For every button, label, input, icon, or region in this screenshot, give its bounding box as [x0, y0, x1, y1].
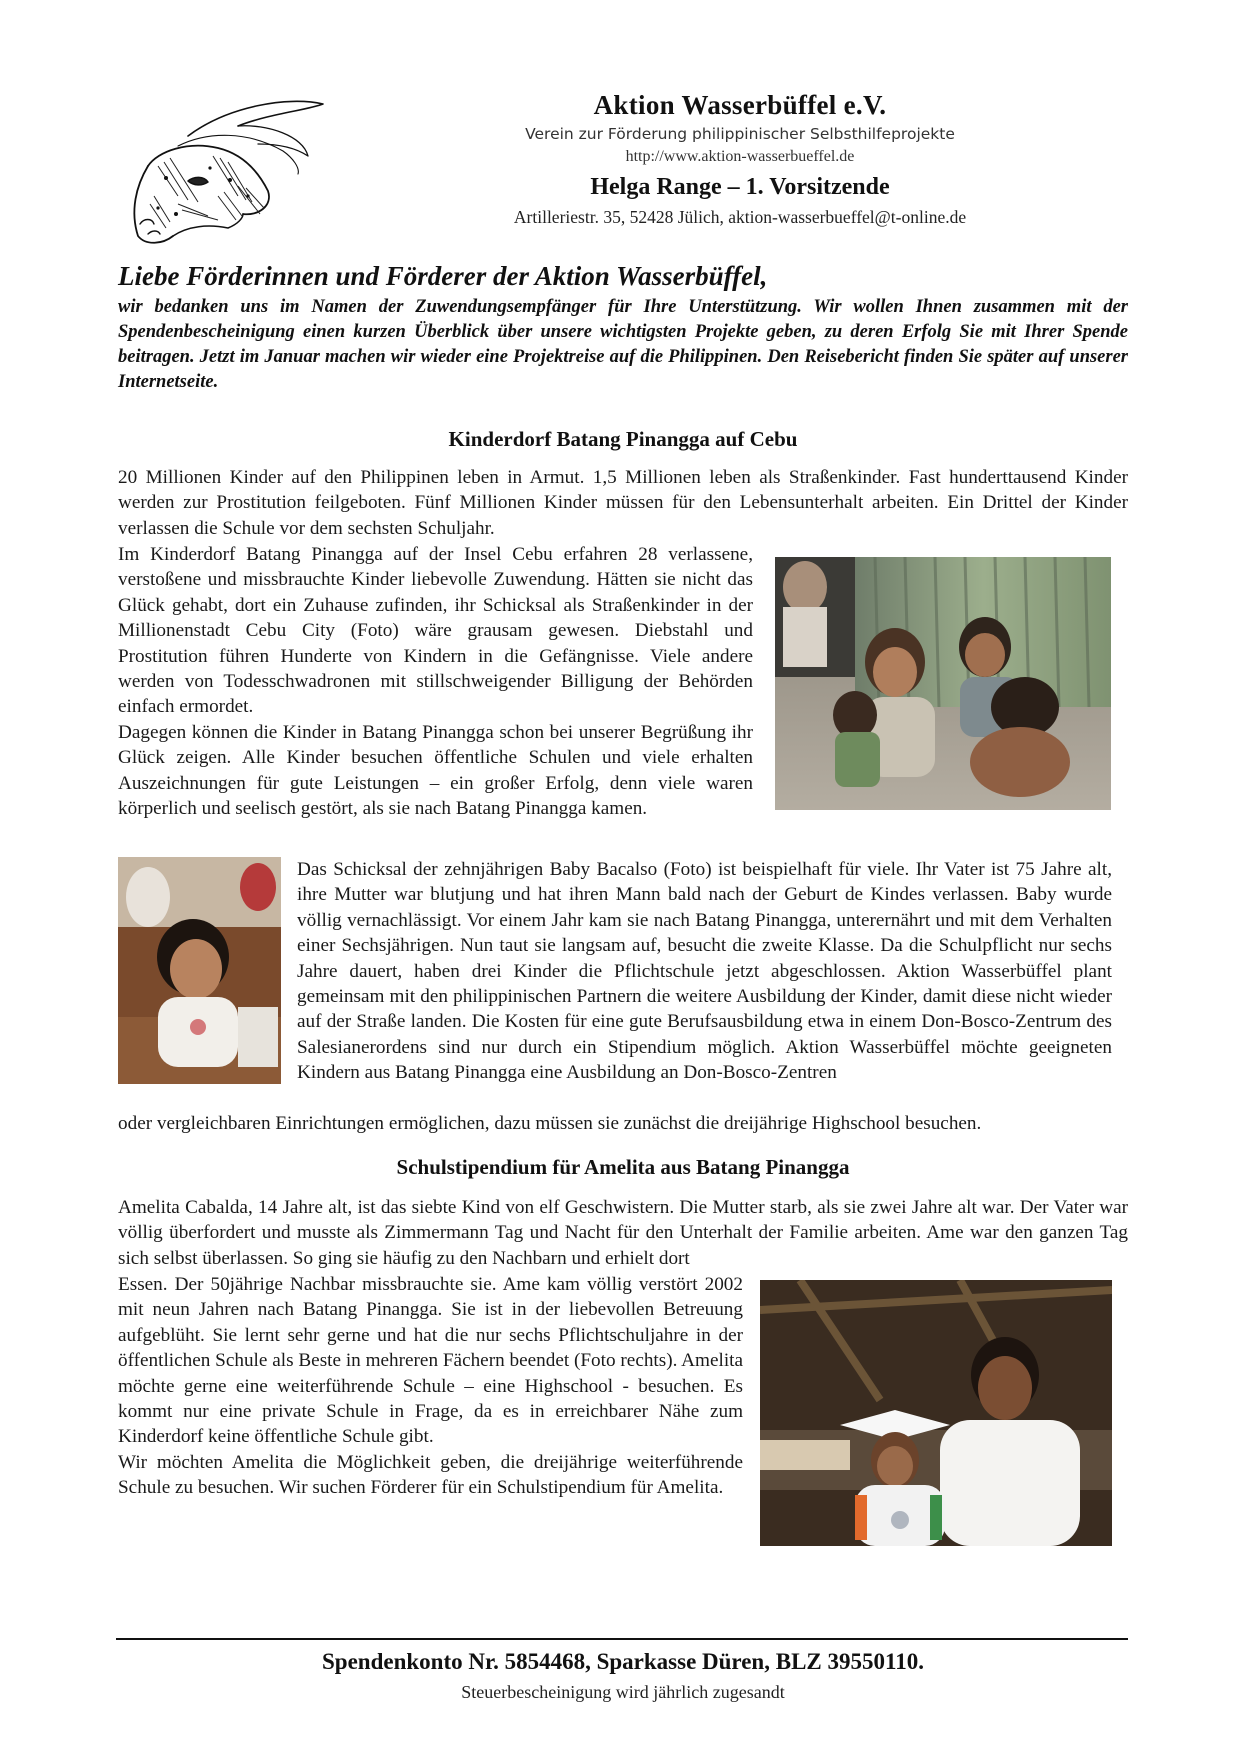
greeting-intro: wir bedanken uns im Namen der Zuwendungsempfänger für Ihre Unterstützung. Wir wollen Ihnen zusammen mit der Spendenbescheinigung einen kurzen Überblick über unsere wichtigsten Projekte geben, zu deren Erfolg Sie mit Ihrer Spende beitragen. Jetzt im Januar machen wir wieder eine Projektreise auf die Philippinen. Den Reisebericht finden Sie später auf unserer Internetseite. [118, 297, 1128, 392]
water-buffalo-logo [118, 96, 358, 256]
section-heading-stipendium: Schulstipendium für Amelita aus Batang Pinangga [396, 1155, 850, 1179]
tax-note: Steuerbescheinigung wird jährlich zugesandt [461, 1682, 785, 1702]
section1-paragraph-2: Im Kinderdorf Batang Pinangga auf der Insel Cebu erfahren 28 verlassene, verstoßene und missbrauchte Kinder liebevolle Zuwendung. Hätten sie nicht das Glück gehabt, dort ein Zuhause zufinden, ihr Schicksal als Straßenkinder in der Millionenstadt Cebu City (Foto) wäre grausam gewesen. Diebstahl und Prostitution führen Hunderte von Kindern in die Gefängnisse. Viele andere werden von Todesschwadronen mit stillschweigender Billigung der Behörden einfach ermordet. [118, 544, 753, 718]
organization-address: Artilleriestr. 35, 52428 Jülich, aktion-wasserbueffel@t-online.de [513, 207, 967, 227]
chairperson: Helga Range – 1. Vorsitzende [590, 174, 890, 200]
section1-paragraph-4: Das Schicksal der zehnjährigen Baby Bacalso (Foto) ist beispielhaft für viele. Ihr Vater ist 75 Jahre alt, ihre Mutter war blutjung und hat ihren Mann bald nach der Geburt de Kindes verlassen. Baby wurde völlig vernachlässigt. Vor einem Jahr kam sie nach Batang Pinangga, unterernährt und mit dem Verhalten einer Sechsjährigen. Nun taut sie langsam auf, besucht die zweite Klasse. Da die Schulpflicht nur sechs Jahre dauert, haben drei Kinder die Pflichtschule jetzt abgeschlossen. Aktion Wasserbüffel plant gemeinsam mit den philippinischen Partnern die weitere Ausbildung der Kinder, damit diese nicht wieder auf der Straße landen. Die Kosten für eine gute Berufsausbildung etwa in einem Don-Bosco-Zentrum des Salesianerordens sind nur durch ein Stipendium möglich. Aktion Wasserbüffel möchte geeigneten Kindern aus Batang Pinangga eine Ausbildung an Don-Bosco-Zentren [297, 859, 1112, 1084]
section2-paragraph-1: Amelita Cabalda, 14 Jahre alt, ist das siebte Kind von elf Geschwistern. Die Mutter starb, als sie zwei Jahre alt war. Der Vater war völlig überfordert und musste als Zimmermann Tag und Nacht für den Unterhalt der Familie arbeiten. Ame war den ganzen Tag sich selbst überlassen. So ging sie häufig zu den Nachbarn und erhielt dort [118, 1197, 1128, 1269]
organization-subtitle: Verein zur Förderung philippinischer Selbsthilfeprojekte [525, 125, 955, 143]
organization-name: Aktion Wasserbüffel e.V. [593, 90, 887, 120]
section2-column-text [118, 1272, 743, 1501]
section-heading-kinderdorf: Kinderdorf Batang Pinangga auf Cebu [448, 427, 798, 451]
letterhead [470, 88, 1010, 228]
footer-divider [116, 1638, 1128, 1640]
street-children-photo [775, 557, 1111, 810]
section2-paragraph-3: Wir möchten Amelita die Möglichkeit geben, die dreijährige weiterführende Schule zu besuchen. Wir suchen Förderer für ein Schulstipendium für Amelita. [118, 1451, 743, 1499]
bank-account: Spendenkonto Nr. 5854468, Sparkasse Düren, BLZ 39550110. [322, 1649, 924, 1674]
section1-paragraph-1: 20 Millionen Kinder auf den Philippinen leben in Armut. 1,5 Millionen leben als Straßenkinder. Fast hunderttausend Kinder werden zur Prostitution feilgeboten. Fünf Millionen Kinder müssen für den Lebensunterhalt arbeiten. Ein Drittel der Kinder verlassen die Schule vor dem sechsten Schuljahr. [118, 467, 1128, 539]
baby-bacalso-photo [118, 857, 281, 1084]
section1-paragraph-3: Dagegen können die Kinder in Batang Pinangga schon bei unserer Begrüßung ihr Glück zeigen. Alle Kinder besuchen öffentliche Schulen und viele erhalten Auszeichnungen für gute Leistungen – ein großer Erfolg, denn viele waren körperlich und seelisch gestört, als sie nach Batang Pinangga kamen. [118, 721, 753, 820]
section1-column-text [118, 542, 753, 821]
section2-paragraph-2: Essen. Der 50jährige Nachbar missbrauchte sie. Ame kam völlig verstört 2002 mit neun Jahren nach Batang Pinangga. Sie ist in der liebevollen Betreuung aufgeblüht. Sie lernt sehr gerne und hat die nur sechs Pflichtschuljahre in der öffentlichen Schule als Beste in mehreren Fächern beendet (Foto rechts). Amelita möchte gerne eine weiterführende Schule – eine Highschool - besuchen. Es kommt nur eine private Schule in Frage, da es in erreichbarer Nähe zum Kinderdorf keine öffentliche Schule gibt. [118, 1274, 743, 1448]
organization-website[interactable]: http://www.aktion-wasserbueffel.de [625, 148, 855, 165]
amelita-graduation-photo [760, 1280, 1112, 1546]
section1-paragraph-4-end: oder vergleichbaren Einrichtungen ermöglichen, dazu müssen sie zunächst die dreijährige Highschool besuchen. [118, 1113, 982, 1134]
greeting-title: Liebe Förderinnen und Förderer der Aktion Wasserbüffel, [118, 261, 768, 291]
